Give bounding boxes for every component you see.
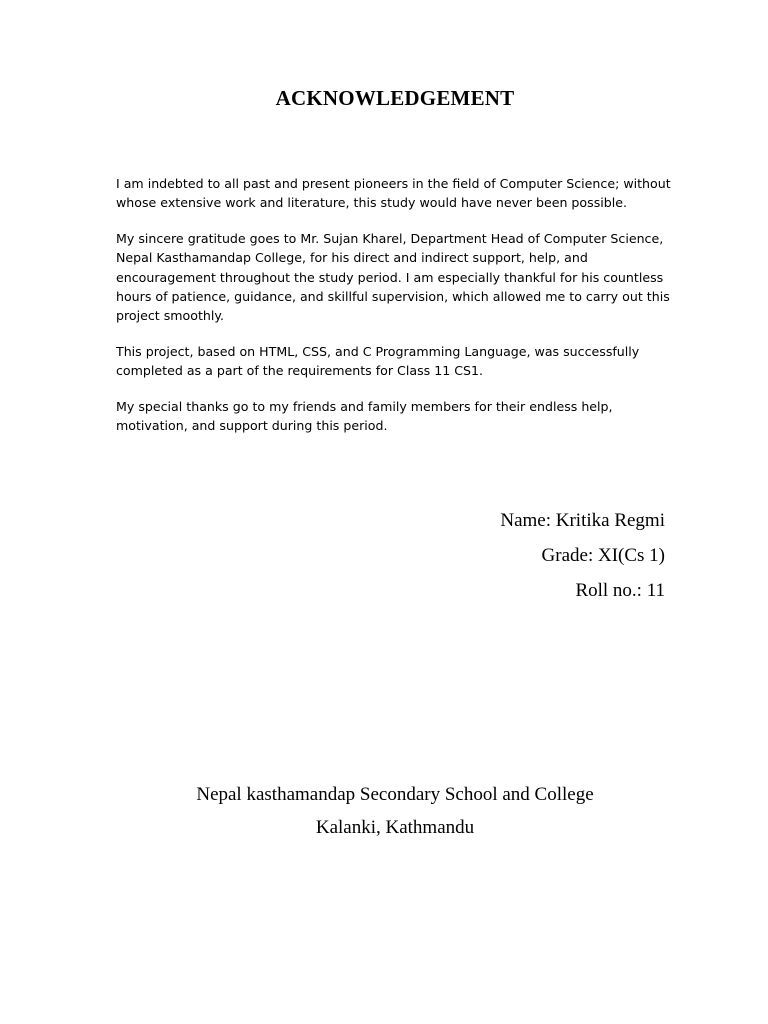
paragraph-project: This project, based on HTML, CSS, and C Programming Language, was successfully completed as a part of the requirements for Class 11 CS1. [116,343,640,379]
institution-location: Kalanki, Kathmandu [315,817,475,838]
paragraph-thanks: My special thanks go to my friends and family members for their endless help, motivation, and support during this period. [116,398,613,434]
institution-footer [0,778,768,844]
paragraph-pioneers: I am indebted to all past and present pioneers in the field of Computer Science; without whose extensive work and literature, this study would have never been possible. [116,176,671,211]
acknowledgement-body [116,174,676,451]
student-name: Name: Kritika Regmi [500,510,665,531]
paragraph-gratitude: My sincere gratitude goes to Mr. Sujan Kharel, Department Head of Computer Science, Nepal Kasthamandap College, for his direct and indirect support, help, and encouragement throughout the study period. I am especially thankful for his countless hours of patience, guidance, and skillful supervision, which allowed me to carry out this project smoothly. [116,230,670,324]
institution-name: Nepal kasthamandap Secondary School and College [196,784,594,805]
signature-block [500,503,665,608]
document-title: ACKNOWLEDGEMENT [275,86,515,110]
student-grade: Grade: XI(Cs 1) [541,545,665,566]
student-roll-number: Roll no.: 11 [575,580,665,601]
